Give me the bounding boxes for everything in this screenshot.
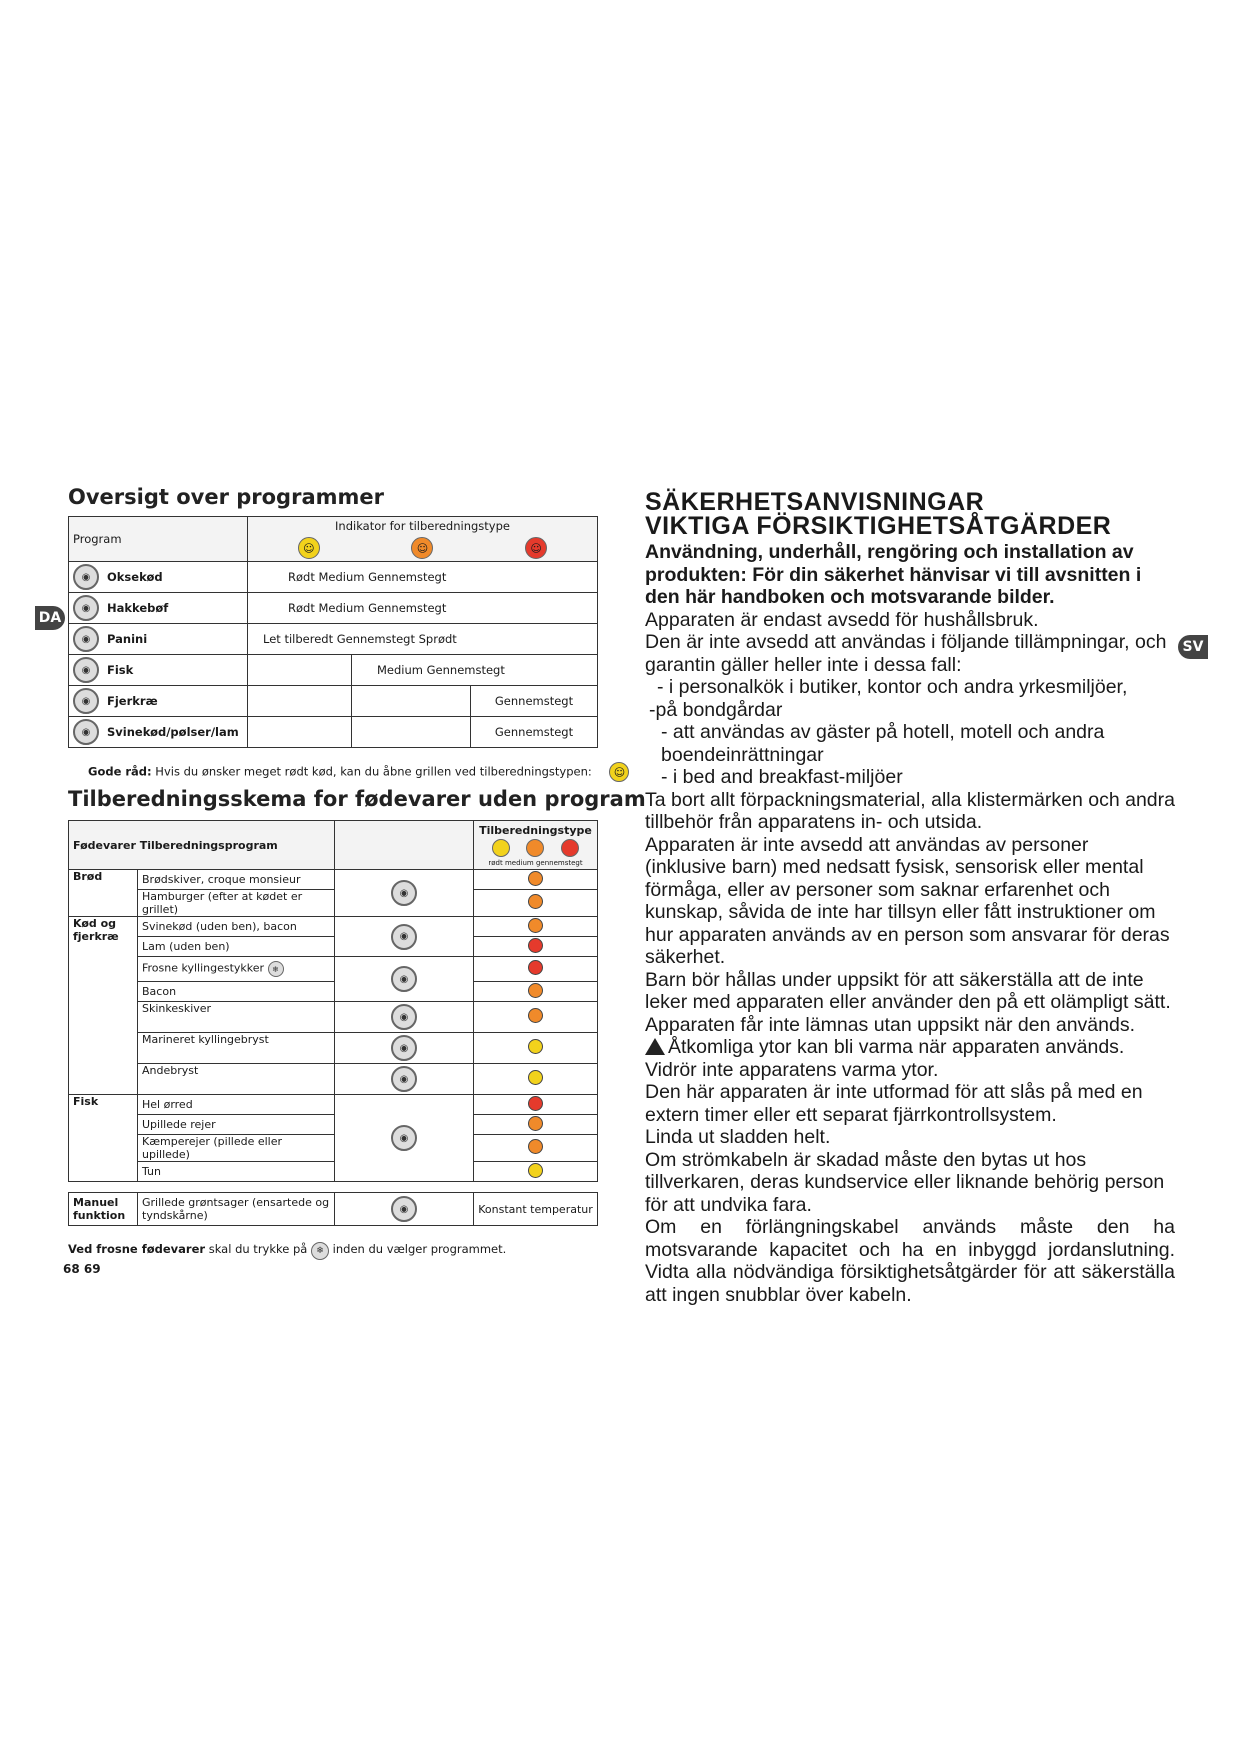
dot-rare: [528, 1070, 543, 1085]
paragraph: Den är inte avsedd att användas i följande tillämpningar, och garantin gäller heller inte i dessa fall:: [645, 631, 1167, 676]
page-numbers: 68 69: [63, 1262, 101, 1276]
dot-medium: [528, 894, 543, 909]
doneness-text: Rødt Medium Gennemstegt: [248, 562, 598, 593]
food-item: Tun: [138, 1162, 335, 1182]
fish-icon: ◉: [73, 657, 99, 683]
tip: Gode råd: Hvis du ønsker meget rødt kød, kan du åbne grillen ved tilberedningstypen: ☺: [88, 762, 629, 782]
safety-subtitle: VIKTIGA FÖRSIKTIGHETSÅTGÄRDER: [645, 512, 1112, 540]
food-item: Frosne kyllingestykker: [142, 961, 265, 975]
poultry-icon: ◉: [73, 688, 99, 714]
food-item: Andebryst: [138, 1064, 335, 1095]
pork-icon: ◉: [73, 719, 99, 745]
cooking-chart-title: Tilberedningsskema for fødevarer uden program: [68, 787, 646, 811]
manual-icon: ◉: [391, 1196, 417, 1222]
doneness-text: Medium Gennemstegt: [352, 655, 598, 686]
col-type: Tilberedningstype: [479, 823, 592, 837]
paragraph: Barn bör hållas under uppsikt för att säkerställa att de inte leker med apparaten eller använder den på ett olämpligt sätt.: [645, 968, 1171, 1013]
paragraph: Apparaten får inte lämnas utan uppsikt när den används.: [645, 1013, 1135, 1036]
pork-icon: ◉: [391, 966, 417, 992]
rare-face-icon: ☺: [609, 762, 629, 782]
snowflake-icon: ❄: [311, 1242, 329, 1260]
food-item: Upillede rejer: [138, 1115, 335, 1135]
dot-medium: [528, 1008, 543, 1023]
program-row: ◉ Panini Let tilberedt Gennemstegt Sprødt: [69, 624, 598, 655]
food-item: Bacon: [138, 982, 335, 1002]
programs-overview-title: Oversigt over programmer: [68, 485, 384, 509]
group-manual: Manuel funktion: [69, 1193, 138, 1226]
rare-face-icon: [492, 839, 510, 857]
group-meat: Kød og fjerkræ: [69, 917, 138, 1095]
poultry-icon: ◉: [391, 1035, 417, 1061]
group-fish: Fisk: [69, 1095, 138, 1182]
food-item: Grillede grøntsager (ensartede og tyndskårne): [138, 1193, 335, 1226]
paragraph: Om strömkabeln är skadad måste den bytas ut hos tillverkaren, deras kundservice eller liknande behörig person för att undvika fara.: [645, 1148, 1165, 1216]
warning-icon: [645, 1038, 665, 1055]
manual-value: Konstant temperatur: [474, 1193, 598, 1226]
paragraph: Om en förlängningskabel används måste den ha motsvarande kapacitet och ha en inbyggd jordanslutning. Vidta alla nödvändiga försiktighetsåtgärder för att säkerställa att ingen snubblar över kabeln.: [645, 1216, 1175, 1306]
col-indicator: Indikator for tilberedningstype: [335, 519, 510, 533]
bullet: -på bondgårdar: [649, 698, 783, 721]
col-program: Program: [69, 517, 248, 562]
footnote: Ved frosne fødevarer skal du trykke på ❄ inden du vælger programmet.: [68, 1242, 506, 1260]
paragraph: Den här apparaten är inte utformad för att slås på med en extern timer eller ett separat fjärrkontrollsystem.: [645, 1081, 1143, 1126]
dot-medium: [528, 983, 543, 998]
program-row: ◉ Fisk Medium Gennemstegt: [69, 655, 598, 686]
dot-rare: [528, 1163, 543, 1178]
doneness-text: Gennemstegt: [471, 686, 598, 717]
paragraph: Vidrör inte apparatens varma ytor.: [645, 1058, 939, 1081]
snowflake-icon: ❄: [268, 961, 284, 977]
panini-icon: ◉: [73, 626, 99, 652]
welldone-face-icon: [561, 839, 579, 857]
burger-icon: ◉: [73, 595, 99, 621]
dot-medium: [528, 1116, 543, 1131]
paragraph: Apparaten är endast avsedd för hushållsbruk.: [645, 608, 1039, 631]
col-food: Fødevarer: [73, 838, 136, 852]
paragraph: Apparaten är inte avsedd att användas av personer (inklusive barn) med nedsatt fysisk, sensorisk eller mental förmåga, eller av personer som saknar erfarenhet och kunskap, såvida de inte har tillsyn eller fått instruktioner om hur apparaten används av en person som ansvarar för deras säkerhet.: [645, 833, 1170, 968]
dot-medium: [528, 1139, 543, 1154]
col-type-sub: rødt medium gennemstegt: [488, 858, 583, 867]
safety-section: [645, 490, 1175, 1306]
col-prog: Tilberedningsprogram: [139, 838, 278, 852]
dot-welldone: [528, 1096, 543, 1111]
bullet: - i personalkök i butiker, kontor och andra yrkesmiljöer,: [657, 676, 1128, 698]
paragraph: Linda ut sladden helt.: [645, 1126, 831, 1148]
food-item: Kæmperejer (pillede eller upillede): [138, 1135, 335, 1162]
dot-medium: [528, 918, 543, 933]
group-bread: Brød: [69, 870, 138, 917]
food-item: Marineret kyllingebryst: [138, 1033, 335, 1064]
rare-face-icon: ☺: [298, 537, 320, 559]
programs-table: [68, 516, 598, 748]
program-row: ◉ Hakkebøf Rødt Medium Gennemstegt: [69, 593, 598, 624]
food-item: Lam (uden ben): [138, 937, 335, 957]
warning-paragraph: Åtkomliga ytor kan bli varma när apparaten används.: [645, 1036, 1175, 1059]
dot-welldone: [528, 960, 543, 975]
program-row: ◉ Oksekød Rødt Medium Gennemstegt: [69, 562, 598, 593]
dot-medium: [528, 871, 543, 886]
cooking-chart-table: [68, 820, 598, 1226]
program-row: ◉ Svinekød/pølser/lam Gennemstegt: [69, 717, 598, 748]
doneness-text: Gennemstegt: [471, 717, 598, 748]
pork-icon: ◉: [391, 924, 417, 950]
food-item: Hel ørred: [138, 1095, 335, 1115]
paragraph: Ta bort allt förpackningsmaterial, alla klistermärken och andra tillbehör från apparatens in- och utsida.: [645, 788, 1175, 833]
poultry-icon: ◉: [391, 1066, 417, 1092]
fish-icon: ◉: [391, 1125, 417, 1151]
language-tab-sv: SV: [1178, 635, 1208, 659]
medium-face-icon: ☺: [411, 537, 433, 559]
medium-face-icon: [526, 839, 544, 857]
food-item: Svinekød (uden ben), bacon: [138, 917, 335, 937]
program-row: ◉ Fjerkræ Gennemstegt: [69, 686, 598, 717]
beef-icon: ◉: [73, 564, 99, 590]
panini-icon: ◉: [391, 1004, 417, 1030]
burger-icon: ◉: [391, 880, 417, 906]
food-item: Skinkeskiver: [138, 1002, 335, 1033]
safety-lead: Användning, underhåll, rengöring och installation av produkten: För din säkerhet hänvisar vi till avsnitten i den här handboken och motsvarande bilder.: [645, 541, 1142, 608]
bullet: - att användas av gäster på hotell, motell och andra boendeinrättningar: [661, 721, 1105, 766]
doneness-text: Let tilberedt Gennemstegt Sprødt: [248, 624, 598, 655]
bullet: - i bed and breakfast-miljöer: [661, 766, 903, 788]
doneness-text: Rødt Medium Gennemstegt: [248, 593, 598, 624]
safety-title: SÄKERHETSANVISNINGAR: [645, 488, 985, 516]
dot-rare: [528, 1039, 543, 1054]
food-item: Hamburger (efter at kødet er grillet): [138, 890, 335, 917]
dot-welldone: [528, 938, 543, 953]
food-item: Brødskiver, croque monsieur: [138, 870, 335, 890]
language-tab-da: DA: [35, 606, 65, 630]
welldone-face-icon: ☺: [525, 537, 547, 559]
